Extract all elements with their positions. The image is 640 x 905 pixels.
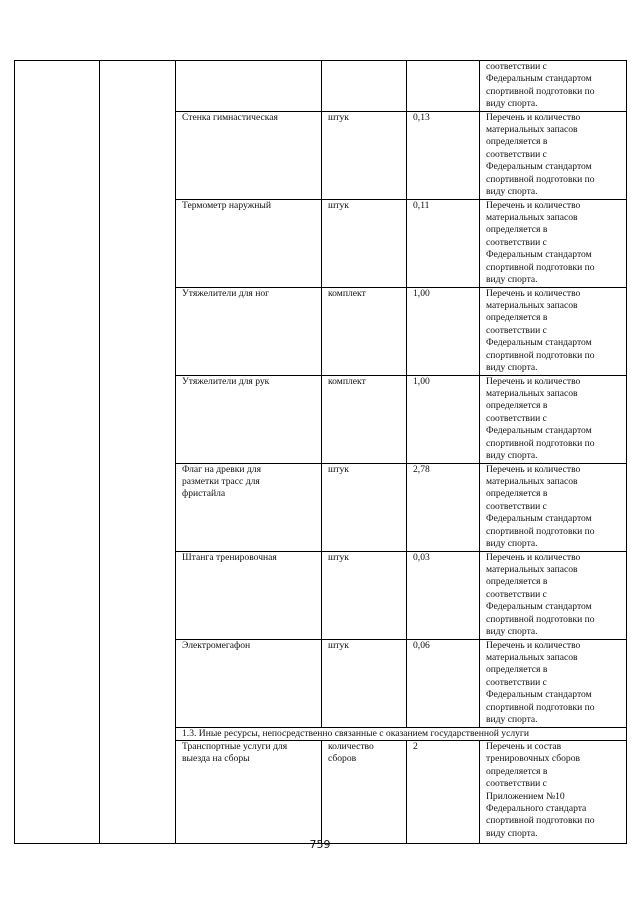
- note-cell: соответствии с Федеральным стандартом спортивной подготовки по виду спорта.: [480, 61, 627, 112]
- unit-cell: штук: [322, 639, 407, 727]
- unit-cell: штук: [322, 463, 407, 551]
- quantity-cell: 1,00: [407, 375, 480, 463]
- quantity-cell: 0,11: [407, 199, 480, 287]
- quantity-cell: [407, 61, 480, 112]
- unit-cell: штук: [322, 111, 407, 199]
- quantity-cell: 1,00: [407, 287, 480, 375]
- quantity-cell: 2: [407, 741, 480, 844]
- note-cell: Перечень и количество материальных запасов определяется в соответствии с Федеральным стандартом спортивной подготовки по виду спорта.: [480, 111, 627, 199]
- unit-cell: количество сборов: [322, 741, 407, 844]
- note-cell: Перечень и количество материальных запасов определяется в соответствии с Федеральным стандартом спортивной подготовки по виду спорта.: [480, 551, 627, 639]
- note-cell: Перечень и состав тренировочных сборов определяется в соответствии с Приложением №10 Федерального стандарта спортивной подготовки по виду спорта.: [480, 741, 627, 844]
- service-column-cell: [15, 61, 100, 844]
- quantity-cell: 0,03: [407, 551, 480, 639]
- resource-name-cell: Утяжелители для ног: [176, 287, 322, 375]
- unit-cell: штук: [322, 199, 407, 287]
- resource-name-cell: Транспортные услуги для выезда на сборы: [176, 741, 322, 844]
- resource-name-cell: Электромегафон: [176, 639, 322, 727]
- quantity-cell: 0,13: [407, 111, 480, 199]
- resources-table: [14, 60, 627, 844]
- resource-name-cell: [176, 61, 322, 112]
- page-number: 759: [309, 838, 331, 851]
- resource-name-cell: Штанга тренировочная: [176, 551, 322, 639]
- note-cell: Перечень и количество материальных запасов определяется в соответствии с Федеральным стандартом спортивной подготовки по виду спорта.: [480, 287, 627, 375]
- note-cell: Перечень и количество материальных запасов определяется в соответствии с Федеральным стандартом спортивной подготовки по виду спорта.: [480, 375, 627, 463]
- unit-cell: [322, 61, 407, 112]
- table-row: [15, 61, 627, 112]
- unit-cell: штук: [322, 551, 407, 639]
- unit-cell: комплект: [322, 287, 407, 375]
- resource-name-cell: Утяжелители для рук: [176, 375, 322, 463]
- quantity-cell: 0,06: [407, 639, 480, 727]
- section-heading: 1.3. Иные ресурсы, непосредственно связанные с оказанием государственной услуги: [176, 727, 627, 740]
- unit-cell: комплект: [322, 375, 407, 463]
- note-cell: Перечень и количество материальных запасов определяется в соответствии с Федеральным стандартом спортивной подготовки по виду спорта.: [480, 639, 627, 727]
- resource-name-cell: Термометр наружный: [176, 199, 322, 287]
- quantity-cell: 2,78: [407, 463, 480, 551]
- resource-name-cell: Флаг на древки для разметки трасс для фристайла: [176, 463, 322, 551]
- resource-name-cell: Стенка гимнастическая: [176, 111, 322, 199]
- note-cell: Перечень и количество материальных запасов определяется в соответствии с Федеральным стандартом спортивной подготовки по виду спорта.: [480, 463, 627, 551]
- category-column-cell: [100, 61, 176, 844]
- note-cell: Перечень и количество материальных запасов определяется в соответствии с Федеральным стандартом спортивной подготовки по виду спорта.: [480, 199, 627, 287]
